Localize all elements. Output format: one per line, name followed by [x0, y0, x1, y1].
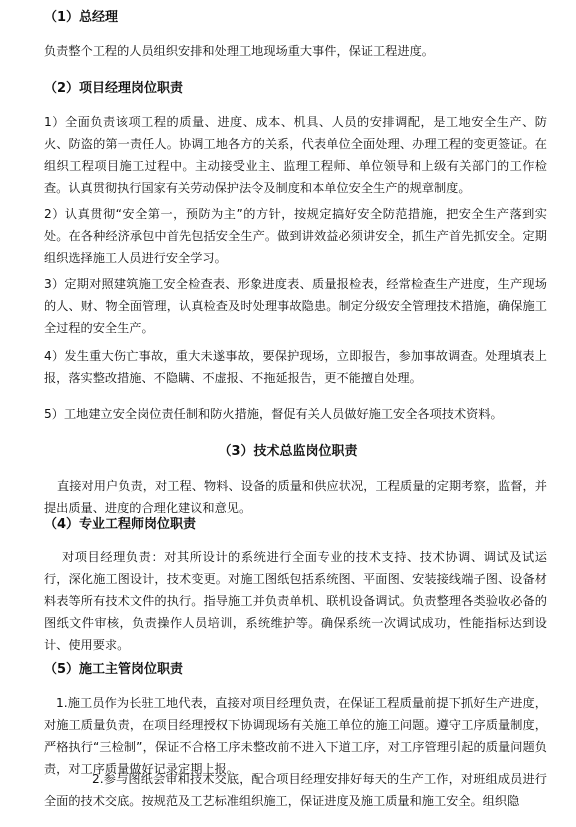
paragraph-pm-1: 1）全面负责该项工程的质量、进度、成本、机具、人员的安排调配，是工地安全生产、防火、防盗的第一责任人。协调工地各方的关系，代表单位全面处理、办理工程的变更签证。在组织工程项目施工过程中。主动接受业主、监理工程师、单位领导和上级有关部门的工作检查。认真贯彻执行国家有关劳动保护法令及制度和本单位安全生产的规章制度。	[44, 115, 547, 195]
paragraph-pm-2: 2）认真贯彻“安全第一，预防为主”的方针，按规定搞好安全防范措施，把安全生产落到实处。在各种经济承包中首先包括安全生产。做到讲效益必须讲安全，抓生产首先抓安全。定期组织选择施工人员进行安全学习。	[44, 207, 547, 265]
paragraph-pm-4: 4）发生重大伤亡事故，重大未遂事故，要保护现场，立即报告，参加事故调查。处理填表上报，落实整改措施、不隐瞒、不虚报、不拖延报告，更不能擅自处理。	[44, 349, 547, 385]
section-heading-construction-supervisor: （5）施工主管岗位职责	[44, 662, 184, 677]
section-heading-specialist-engineer: （4）专业工程师岗位职责	[44, 517, 197, 532]
paragraph-cs-1: 1.施工员作为长驻工地代表，直接对项目经理负责，在保证工程质量前提下抓好生产进度，对施工质量负责，在项目经理授权下协调现场有关施工单位的施工问题。遵守工序质量制度，严格执行“三检制”，保证不合格工序未整改前不进入下道工序，对工序管理引起的质量问题负责，对工序质量做好记录定期上报。	[44, 696, 547, 776]
section-heading-technical-director: （3）技术总监岗位职责	[218, 444, 358, 459]
section-heading-general-manager: （1）总经理	[44, 10, 119, 25]
paragraph-pm-3: 3）定期对照建筑施工安全检查表、形象进度表、质量报检表，经常检查生产进度，生产现场的人、财、物全面管理，认真检查及时处理事故隐患。制定分级安全管理技术措施，确保施工全过程的安全生产。	[44, 277, 547, 335]
paragraph-specialist-engineer: 对项目经理负责：对其所设计的系统进行全面专业的技术支持、技术协调、调试及试运行，深化施工图设计，技术变更。对施工图纸包括系统图、平面图、安装接线端子图、设备材料表等所有技术文件的执行。指导施工并负责单机、联机设备调试。负责整理各类验收必备的图纸文件审核，负责操作人员培训，系统维护等。确保系统一次调试成功，性能指标达到设计、使用要求。	[44, 550, 547, 652]
paragraph-general-manager: 负责整个工程的人员组织安排和处理工地现场重大事件，保证工程进度。	[44, 44, 434, 58]
section-heading-project-manager: （2）项目经理岗位职责	[44, 81, 184, 96]
paragraph-cs-2: 2.参与图纸会审和技术交底，配合项目经理安排好每天的生产工作，对班组成员进行全面的技术交底。按规范及工艺标准组织施工，保证进度及施工质量和施工安全。组织隐	[44, 772, 547, 808]
paragraph-pm-5: 5）工地建立安全岗位责任制和防火措施，督促有关人员做好施工安全各项技术资料。	[44, 407, 503, 421]
paragraph-technical-director: 直接对用户负责，对工程、物料、设备的质量和供应状况，工程质量的定期考察，监督，并提出质量、进度的合理化建议和意见。	[44, 479, 547, 515]
